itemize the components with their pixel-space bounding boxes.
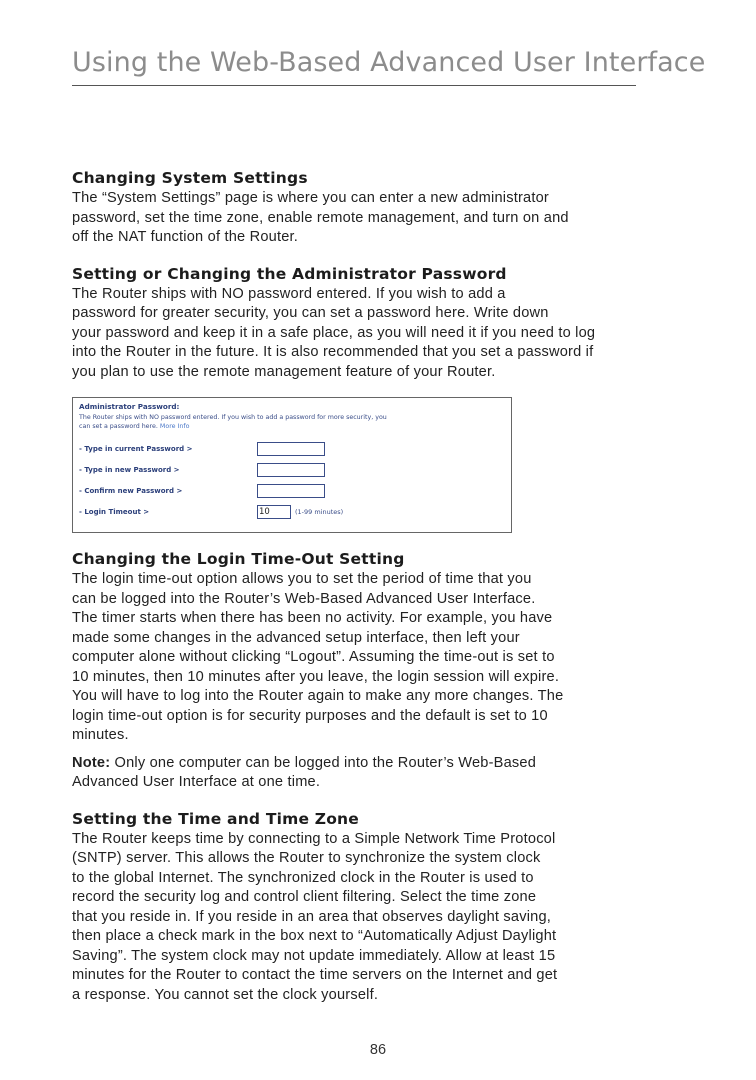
page-title: Using the Web-Based Advanced User Interface xyxy=(72,47,706,78)
login-timeout-input[interactable]: 10 xyxy=(257,505,291,519)
login-timeout-hint: (1-99 minutes) xyxy=(295,507,344,516)
current-password-input[interactable] xyxy=(257,442,325,456)
text-line: computer alone without clicking “Logout”. Assuming the time-out is set to xyxy=(72,649,555,665)
paragraph-admin-password xyxy=(72,285,672,383)
text-line: password for greater security, you can set a password here. Write down xyxy=(72,305,549,321)
paragraph-time-zone xyxy=(72,830,672,1006)
text-line: The “System Settings” page is where you can enter a new administrator xyxy=(72,190,549,206)
text-line: The timer starts when there has been no activity. For example, you have xyxy=(72,610,553,626)
text-line: you plan to use the remote management feature of your Router. xyxy=(72,363,496,380)
text-line: The Router keeps time by connecting to a Simple Network Time Protocol xyxy=(72,830,556,847)
text-line: then place a check mark in the box next to “Automatically Adjust Daylight xyxy=(72,928,557,944)
login-timeout-label: - Login Timeout > xyxy=(79,507,150,516)
text-line: The login time-out option allows you to set the period of time that you xyxy=(72,571,532,587)
new-password-label: - Type in new Password > xyxy=(79,465,180,474)
screenshot-desc-line: can set a password here. xyxy=(79,422,158,430)
text-line: that you reside in. If you reside in an area that observes daylight saving, xyxy=(72,908,552,925)
section-heading-login-timeout: Changing the Login Time-Out Setting xyxy=(72,550,405,568)
text-line: The Router ships with NO password entered. If you wish to add a xyxy=(72,285,506,302)
text-line: off the NAT function of the Router. xyxy=(72,229,299,245)
text-line: You will have to log into the Router again to make any more changes. The xyxy=(72,688,564,704)
document-content xyxy=(72,167,672,1005)
section-heading-admin-password: Setting or Changing the Administrator Password xyxy=(72,264,507,283)
confirm-password-input[interactable] xyxy=(257,484,325,498)
text-line: made some changes in the advanced setup interface, then left your xyxy=(72,629,520,646)
text-line: record the security log and control client filtering. Select the time zone xyxy=(72,889,537,905)
current-password-row xyxy=(79,438,505,459)
confirm-password-row xyxy=(79,480,505,501)
text-line: minutes for the Router to contact the time servers on the Internet and get xyxy=(72,967,558,983)
text-line: Only one computer can be logged into the Router’s Web-Based xyxy=(110,754,537,771)
text-line: into the Router in the future. It is also recommended that you set a password if xyxy=(72,344,594,360)
more-info-link[interactable]: More Info xyxy=(159,422,190,430)
login-timeout-row xyxy=(79,501,505,522)
text-line: Saving”. The system clock may not update immediately. Allow at least 15 xyxy=(72,947,556,964)
admin-password-screenshot xyxy=(72,397,512,533)
text-line: your password and keep it in a safe place, as you will need it if you need to log xyxy=(72,324,596,341)
text-line: a response. You cannot set the clock yourself. xyxy=(72,986,379,1003)
confirm-password-label: - Confirm new Password > xyxy=(79,486,183,495)
page-number: 86 xyxy=(369,1042,387,1058)
paragraph-system-settings xyxy=(72,189,672,248)
new-password-row xyxy=(79,459,505,480)
paragraph-login-timeout xyxy=(72,570,672,746)
text-line: password, set the time zone, enable remote management, and turn on and xyxy=(72,209,569,226)
page-header xyxy=(72,44,706,86)
screenshot-description xyxy=(79,414,499,431)
text-line: can be logged into the Router’s Web-Based Advanced User Interface. xyxy=(72,590,536,607)
text-line: to the global Internet. The synchronized clock in the Router is used to xyxy=(72,869,534,886)
text-line: minutes. xyxy=(72,727,129,743)
text-line: login time-out option is for security purposes and the default is set to 10 xyxy=(72,707,548,724)
screenshot-title: Administrator Password: xyxy=(79,402,180,411)
text-line: 10 minutes, then 10 minutes after you leave, the login session will expire. xyxy=(72,668,560,685)
section-heading-system-settings: Changing System Settings xyxy=(72,169,308,187)
header-rule xyxy=(72,85,636,86)
new-password-input[interactable] xyxy=(257,463,325,477)
text-line: Advanced User Interface at one time. xyxy=(72,774,321,790)
screenshot-desc-line: The Router ships with NO password entered. If you wish to add a password for more security, you xyxy=(79,414,387,421)
text-line: (SNTP) server. This allows the Router to synchronize the system clock xyxy=(72,850,541,866)
paragraph-note xyxy=(72,754,672,793)
current-password-label: - Type in current Password > xyxy=(79,444,193,453)
section-heading-time-zone: Setting the Time and Time Zone xyxy=(72,809,359,828)
note-label: Note: xyxy=(72,754,111,771)
